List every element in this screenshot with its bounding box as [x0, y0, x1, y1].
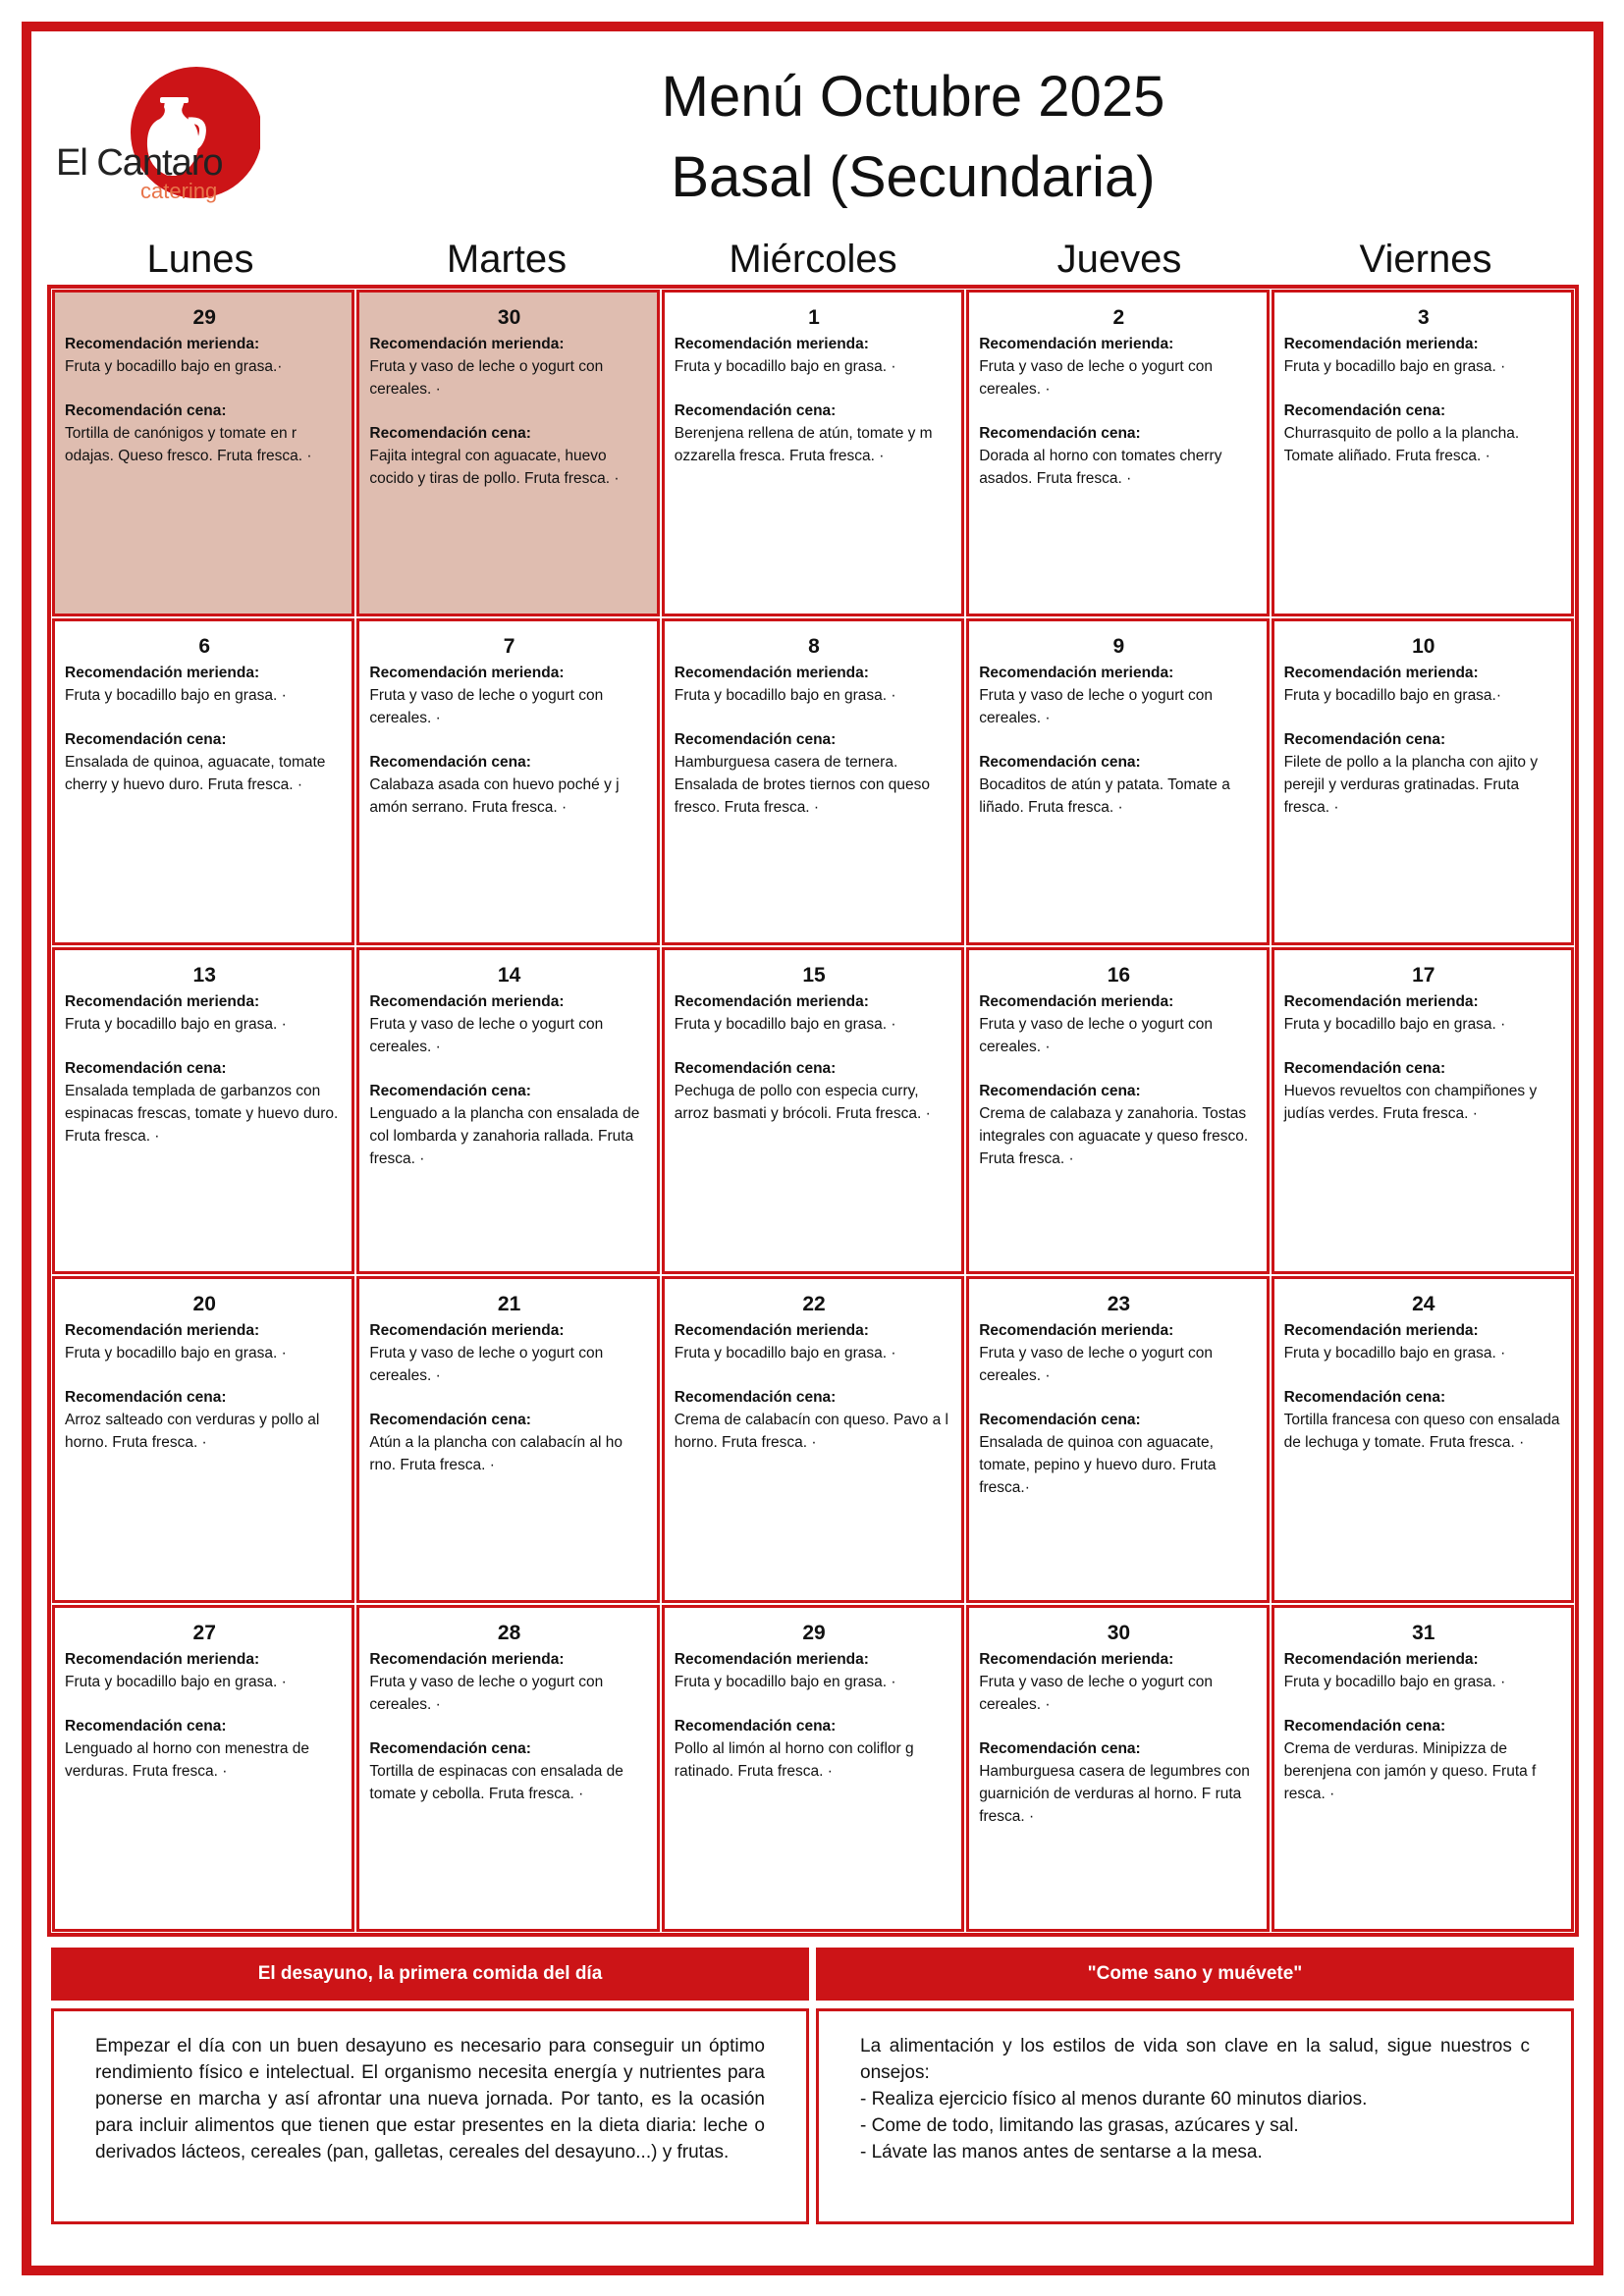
day-number: 3: [1417, 306, 1430, 329]
el-cantaro-logo: [54, 62, 260, 209]
dinner-text: Arroz salteado con verduras y pollo al horno. Fruta fresca. ·: [65, 1412, 320, 1451]
snack-label: Recomendación merienda:: [65, 1322, 260, 1339]
dinner-label: Recomendación cena:: [979, 425, 1141, 442]
day-number: 28: [497, 1622, 521, 1644]
day-number: 16: [1107, 964, 1131, 987]
day-number: 7: [503, 635, 515, 658]
snack-text: Fruta y bocadillo bajo en grasa. ·: [65, 1016, 287, 1033]
dinner-text: Pechuga de pollo con especia curry, arroz basmati y brócoli. Fruta fresca. ·: [674, 1083, 931, 1122]
snack-text: Fruta y vaso de leche o yogurt con cereales. ·: [369, 1345, 604, 1384]
day-number: 23: [1107, 1293, 1131, 1315]
day-number: 1: [808, 306, 820, 329]
snack-text: Fruta y bocadillo bajo en grasa. ·: [674, 1674, 896, 1690]
snack-text: Fruta y vaso de leche o yogurt con cereales. ·: [979, 358, 1213, 398]
dinner-text: Bocaditos de atún y patata. Tomate a liñado. Fruta fresca. ·: [979, 776, 1230, 816]
day-cell: [966, 947, 1269, 1274]
day-cell: [1272, 1276, 1574, 1603]
day-number: 24: [1412, 1293, 1435, 1315]
snack-label: Recomendación merienda:: [369, 665, 565, 681]
day-number: 6: [198, 635, 211, 658]
dinner-text: Filete de pollo a la plancha con ajito y perejil y verduras gratinadas. Fruta fresca. ·: [1283, 754, 1539, 816]
snack-text: Fruta y vaso de leche o yogurt con cereales. ·: [979, 687, 1213, 726]
snack-label: Recomendación merienda:: [369, 336, 565, 352]
dinner-label: Recomendación cena:: [65, 1060, 227, 1077]
weekday-header: Viernes: [1359, 238, 1492, 281]
snack-label: Recomendación merienda:: [979, 993, 1174, 1010]
dinner-text: Pollo al limón al horno con coliflor g ratinado. Fruta fresca. ·: [674, 1740, 914, 1780]
day-number: 9: [1112, 635, 1125, 658]
logo-text-sub: catering: [140, 179, 218, 203]
day-cell: [662, 618, 964, 945]
dinner-text: Tortilla de espinacas con ensalada de tomate y cebolla. Fruta fresca. ·: [369, 1763, 623, 1802]
snack-label: Recomendación merienda:: [979, 665, 1174, 681]
day-cell: [1272, 290, 1574, 616]
snack-text: Fruta y vaso de leche o yogurt con cereales. ·: [979, 1674, 1213, 1713]
snack-text: Fruta y bocadillo bajo en grasa. ·: [1283, 1016, 1506, 1033]
snack-text: Fruta y bocadillo bajo en grasa. ·: [674, 1016, 896, 1033]
dinner-text: Ensalada de quinoa, aguacate, tomate cherry y huevo duro. Fruta fresca. ·: [65, 754, 326, 793]
day-number: 2: [1112, 306, 1125, 329]
snack-label: Recomendación merienda:: [369, 993, 565, 1010]
dinner-label: Recomendación cena:: [674, 731, 837, 748]
day-number: 20: [192, 1293, 216, 1315]
logo-text-main: El Cantaro: [56, 142, 223, 184]
day-cell: [356, 290, 659, 616]
dinner-label: Recomendación cena:: [369, 1083, 531, 1099]
day-number: 27: [192, 1622, 216, 1644]
dinner-label: Recomendación cena:: [1283, 1060, 1446, 1077]
snack-text: Fruta y bocadillo bajo en grasa. ·: [674, 1345, 896, 1362]
day-number: 30: [497, 306, 521, 329]
healthy-tips-box: [816, 2008, 1574, 2224]
healthy-tip-item: - Realiza ejercicio físico al menos durante 60 minutos diarios.: [860, 2089, 1368, 2109]
day-number: 10: [1412, 635, 1435, 658]
day-number: 13: [192, 964, 216, 987]
dinner-text: Hamburguesa casera de legumbres con guarnición de verduras al horno. F ruta fresca. ·: [979, 1763, 1250, 1825]
dinner-text: Tortilla de canónigos y tomate en r odajas. Queso fresco. Fruta fresca. ·: [65, 425, 312, 464]
dinner-text: Ensalada de quinoa con aguacate, tomate, pepino y huevo duro. Fruta fresca.·: [979, 1434, 1217, 1496]
snack-text: Fruta y bocadillo bajo en grasa.·: [65, 358, 283, 375]
day-number: 29: [192, 306, 216, 329]
dinner-label: Recomendación cena:: [979, 1083, 1141, 1099]
day-cell: [662, 290, 964, 616]
day-cell: [1272, 618, 1574, 945]
healthy-tips-list: [860, 2086, 1530, 2165]
dinner-text: Calabaza asada con huevo poché y j amón serrano. Fruta fresca. ·: [369, 776, 620, 816]
dinner-label: Recomendación cena:: [369, 1412, 531, 1428]
dinner-text: Hamburguesa casera de ternera. Ensalada de brotes tiernos con queso fresco. Fruta fresca. ·: [674, 754, 931, 816]
day-number: 30: [1107, 1622, 1131, 1644]
weekday-header: Martes: [446, 238, 568, 281]
snack-text: Fruta y bocadillo bajo en grasa. ·: [1283, 1345, 1506, 1362]
snack-text: Fruta y bocadillo bajo en grasa. ·: [65, 1345, 287, 1362]
snack-text: Fruta y bocadillo bajo en grasa. ·: [65, 687, 287, 704]
snack-text: Fruta y vaso de leche o yogurt con cereales. ·: [369, 1674, 604, 1713]
snack-label: Recomendación merienda:: [65, 1651, 260, 1668]
jug-logo-icon: [54, 62, 260, 209]
day-cell: [356, 1605, 659, 1932]
snack-label: Recomendación merienda:: [674, 665, 869, 681]
dinner-label: Recomendación cena:: [65, 1389, 227, 1406]
snack-label: Recomendación merienda:: [1283, 665, 1479, 681]
snack-label: Recomendación merienda:: [674, 1651, 869, 1668]
day-cell: [52, 947, 354, 1274]
dinner-label: Recomendación cena:: [979, 1412, 1141, 1428]
day-cell: [966, 1276, 1269, 1603]
day-cell: [52, 1276, 354, 1603]
dinner-text: Huevos revueltos con champiñones y judías verdes. Fruta fresca. ·: [1283, 1083, 1538, 1122]
dinner-label: Recomendación cena:: [979, 754, 1141, 771]
snack-label: Recomendación merienda:: [65, 336, 260, 352]
day-number: 31: [1412, 1622, 1435, 1644]
day-cell: [662, 947, 964, 1274]
day-cell: [1272, 1605, 1574, 1932]
weekday-header: Miércoles: [729, 238, 897, 281]
snack-label: Recomendación merienda:: [979, 1322, 1174, 1339]
dinner-label: Recomendación cena:: [1283, 1718, 1446, 1735]
dinner-label: Recomendación cena:: [369, 425, 531, 442]
breakfast-note-text: Empezar el día con un buen desayuno es necesario para conseguir un óptimo rendimiento físico e intelectual. El organismo necesita energía y nutrientes para ponerse en marcha y así afrontar una nueva jornada. Por tanto, es la ocasión para incluir alimentos que tienen que estar presentes en la dieta diaria: leche o derivados lácteos, cereales (pan, galletas, cereales del desayuno...) y frutas.: [95, 2036, 765, 2163]
snack-label: Recomendación merienda:: [1283, 1651, 1479, 1668]
day-cell: [356, 947, 659, 1274]
dinner-label: Recomendación cena:: [1283, 731, 1446, 748]
dinner-label: Recomendación cena:: [674, 402, 837, 419]
dinner-text: Berenjena rellena de atún, tomate y m ozzarella fresca. Fruta fresca. ·: [674, 425, 933, 464]
dinner-label: Recomendación cena:: [65, 402, 227, 419]
day-cell: [52, 290, 354, 616]
snack-label: Recomendación merienda:: [65, 993, 260, 1010]
healthy-tip-item: - Come de todo, limitando las grasas, azúcares y sal.: [860, 2115, 1299, 2136]
snack-label: Recomendación merienda:: [1283, 336, 1479, 352]
day-cell: [1272, 947, 1574, 1274]
day-cell: [966, 290, 1269, 616]
title-block: [569, 57, 1257, 218]
snack-text: Fruta y vaso de leche o yogurt con cereales. ·: [369, 687, 604, 726]
weekday-header-row: [47, 234, 1579, 285]
dinner-text: Crema de verduras. Minipizza de berenjena con jamón y queso. Fruta f resca. ·: [1283, 1740, 1537, 1802]
dinner-label: Recomendación cena:: [65, 1718, 227, 1735]
snack-text: Fruta y vaso de leche o yogurt con cereales. ·: [979, 1345, 1213, 1384]
snack-text: Fruta y vaso de leche o yogurt con cereales. ·: [369, 358, 604, 398]
menu-title: Menú Octubre 2025: [661, 65, 1165, 129]
snack-label: Recomendación merienda:: [979, 336, 1174, 352]
day-cell: [52, 618, 354, 945]
dinner-text: Fajita integral con aguacate, huevo cocido y tiras de pollo. Fruta fresca. ·: [369, 448, 620, 487]
snack-label: Recomendación merienda:: [1283, 1322, 1479, 1339]
day-number: 14: [497, 964, 521, 987]
day-number: 17: [1412, 964, 1435, 987]
snack-text: Fruta y bocadillo bajo en grasa. ·: [65, 1674, 287, 1690]
snack-text: Fruta y vaso de leche o yogurt con cereales. ·: [979, 1016, 1213, 1055]
snack-label: Recomendación merienda:: [1283, 993, 1479, 1010]
dinner-text: Crema de calabaza y zanahoria. Tostas integrales con aguacate y queso fresco. Fruta fresca. ·: [979, 1105, 1249, 1167]
day-number: 21: [497, 1293, 521, 1315]
day-number: 15: [802, 964, 826, 987]
snack-text: Fruta y bocadillo bajo en grasa. ·: [674, 358, 896, 375]
menu-subtitle: Basal (Secundaria): [671, 145, 1156, 209]
snack-text: Fruta y bocadillo bajo en grasa.·: [1283, 687, 1502, 704]
day-number: 8: [808, 635, 820, 658]
dinner-label: Recomendación cena:: [369, 1740, 531, 1757]
snack-text: Fruta y vaso de leche o yogurt con cereales. ·: [369, 1016, 604, 1055]
snack-label: Recomendación merienda:: [674, 993, 869, 1010]
dinner-text: Churrasquito de pollo a la plancha. Tomate aliñado. Fruta fresca. ·: [1283, 425, 1520, 464]
dinner-label: Recomendación cena:: [65, 731, 227, 748]
snack-label: Recomendación merienda:: [674, 1322, 869, 1339]
dinner-text: Atún a la plancha con calabacín al ho rno. Fruta fresca. ·: [369, 1434, 623, 1473]
day-cell: [966, 1605, 1269, 1932]
day-cell: [356, 1276, 659, 1603]
dinner-label: Recomendación cena:: [369, 754, 531, 771]
dinner-label: Recomendación cena:: [1283, 402, 1446, 419]
breakfast-note-box: [51, 2008, 809, 2224]
breakfast-section-header: El desayuno, la primera comida del día: [51, 1948, 809, 2001]
day-number: 22: [802, 1293, 826, 1315]
dinner-label: Recomendación cena:: [979, 1740, 1141, 1757]
dinner-label: Recomendación cena:: [674, 1718, 837, 1735]
dinner-text: Tortilla francesa con queso con ensalada de lechuga y tomate. Fruta fresca. ·: [1283, 1412, 1560, 1451]
day-cell: [966, 618, 1269, 945]
day-cell: [356, 618, 659, 945]
dinner-label: Recomendación cena:: [674, 1389, 837, 1406]
snack-label: Recomendación merienda:: [369, 1322, 565, 1339]
snack-text: Fruta y bocadillo bajo en grasa. ·: [1283, 1674, 1506, 1690]
day-number: 29: [802, 1622, 826, 1644]
day-cell: [52, 1605, 354, 1932]
snack-label: Recomendación merienda:: [65, 665, 260, 681]
dinner-text: Lenguado a la plancha con ensalada de col lombarda y zanahoria rallada. Fruta fresca. ·: [369, 1105, 640, 1167]
healthy-tip-item: - Lávate las manos antes de sentarse a la mesa.: [860, 2142, 1263, 2163]
dinner-text: Ensalada templada de garbanzos con espinacas frescas, tomate y huevo duro. Fruta fresca. ·: [65, 1083, 339, 1145]
menu-calendar-grid: [47, 285, 1579, 1937]
day-cell: [662, 1605, 964, 1932]
healthy-tips-section-header: "Come sano y muévete": [816, 1948, 1574, 2001]
healthy-tips-intro: La alimentación y los estilos de vida son clave en la salud, sigue nuestros c onsejos:: [860, 2036, 1530, 2083]
weekday-header: Jueves: [1056, 238, 1182, 281]
dinner-text: Lenguado al horno con menestra de verduras. Fruta fresca. ·: [65, 1740, 310, 1780]
snack-label: Recomendación merienda:: [979, 1651, 1174, 1668]
weekday-header: Lunes: [146, 238, 254, 281]
dinner-label: Recomendación cena:: [674, 1060, 837, 1077]
snack-text: Fruta y bocadillo bajo en grasa. ·: [674, 687, 896, 704]
day-cell: [662, 1276, 964, 1603]
snack-text: Fruta y bocadillo bajo en grasa. ·: [1283, 358, 1506, 375]
dinner-label: Recomendación cena:: [1283, 1389, 1446, 1406]
snack-label: Recomendación merienda:: [674, 336, 869, 352]
dinner-text: Crema de calabacín con queso. Pavo a l horno. Fruta fresca. ·: [674, 1412, 948, 1451]
snack-label: Recomendación merienda:: [369, 1651, 565, 1668]
dinner-text: Dorada al horno con tomates cherry asados. Fruta fresca. ·: [979, 448, 1222, 487]
